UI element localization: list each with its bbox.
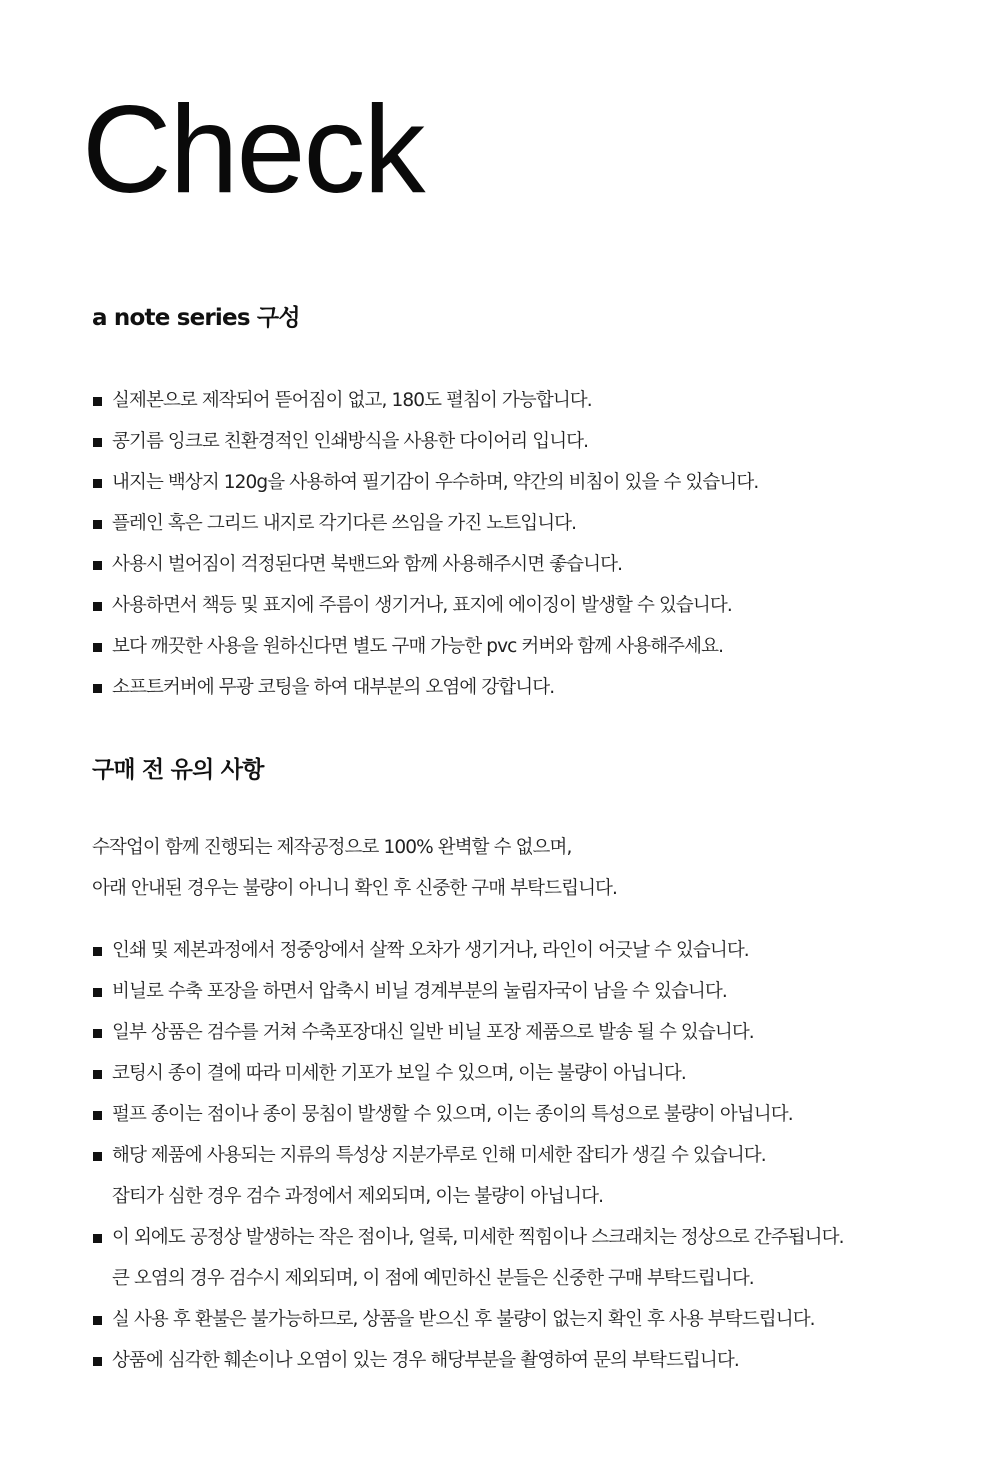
precaution-item-continuation: 큰 오염의 경우 검수시 제외되며, 이 점에 예민하신 분들은 신중한 구매 부탁드립니다. [112,1268,754,1289]
composition-section [92,303,952,708]
precautions-heading: 구매 전 유의 사항 [92,757,264,783]
composition-item [92,626,952,667]
precaution-item [92,1053,952,1094]
composition-item [92,380,952,421]
precaution-item [92,1094,952,1135]
bullet-square-icon [93,561,102,570]
composition-item [92,585,952,626]
bullet-square-icon [93,1111,102,1120]
precaution-item-text: 이 외에도 공정상 발생하는 작은 점이나, 얼룩, 미세한 찍힘이나 스크래치는 정상으로 간주됩니다. [112,1227,844,1248]
bullet-square-icon [93,1316,102,1325]
precautions-intro-line: 아래 안내된 경우는 불량이 아니니 확인 후 신중한 구매 부탁드립니다. [92,878,617,899]
precaution-item [92,1340,952,1381]
precaution-item [92,1012,952,1053]
bullet-square-icon [93,947,102,956]
bullet-square-icon [93,988,102,997]
composition-item-text: 사용하면서 책등 및 표지에 주름이 생기거나, 표지에 에이징이 발생할 수 있습니다. [112,595,732,616]
precaution-item-text: 코팅시 종이 결에 따라 미세한 기포가 보일 수 있으며, 이는 불량이 아닙니다. [112,1063,686,1084]
hero-title: Check [82,81,424,219]
bullet-square-icon [93,1357,102,1366]
precaution-item [92,930,952,971]
precautions-intro [92,827,952,909]
composition-item-text: 플레인 혹은 그리드 내지로 각기다른 쓰임을 가진 노트입니다. [112,513,577,534]
composition-heading: a note series 구성 [92,305,300,331]
bullet-square-icon [93,1234,102,1243]
bullet-square-icon [93,1029,102,1038]
composition-list [92,380,952,708]
bullet-square-icon [93,438,102,447]
precaution-item-text: 인쇄 및 제본과정에서 정중앙에서 살짝 오차가 생기거나, 라인이 어긋날 수 있습니다. [112,940,749,961]
bullet-square-icon [93,684,102,693]
composition-item-text: 내지는 백상지 120g을 사용하여 필기감이 우수하며, 약간의 비침이 있을 수 있습니다. [112,472,759,493]
bullet-square-icon [93,643,102,652]
precaution-item-text: 실 사용 후 환불은 불가능하므로, 상품을 받으신 후 불량이 없는지 확인 후 사용 부탁드립니다. [112,1309,815,1330]
composition-item [92,503,952,544]
precaution-item-text: 비닐로 수축 포장을 하면서 압축시 비닐 경계부분의 눌림자국이 남을 수 있습니다. [112,981,727,1002]
composition-item-text: 사용시 벌어짐이 걱정된다면 북밴드와 함께 사용해주시면 좋습니다. [112,554,623,575]
precaution-item-text: 일부 상품은 검수를 거쳐 수축포장대신 일반 비닐 포장 제품으로 발송 될 수 있습니다. [112,1022,754,1043]
precaution-item-text: 펄프 종이는 점이나 종이 뭉침이 발생할 수 있으며, 이는 종이의 특성으로 불량이 아닙니다. [112,1104,793,1125]
precaution-item [92,1135,952,1217]
precautions-section [92,755,952,1381]
precaution-item-continuation: 잡티가 심한 경우 검수 과정에서 제외되며, 이는 불량이 아닙니다. [112,1186,604,1207]
bullet-square-icon [93,1152,102,1161]
composition-item-text: 실제본으로 제작되어 뜯어짐이 없고, 180도 펼침이 가능합니다. [112,390,592,411]
precautions-intro-line: 수작업이 함께 진행되는 제작공정으로 100% 완벽할 수 없으며, [92,837,572,858]
composition-item [92,544,952,585]
precaution-item-text: 상품에 심각한 훼손이나 오염이 있는 경우 해당부분을 촬영하여 문의 부탁드립니다. [112,1350,739,1371]
precaution-item [92,1299,952,1340]
composition-item [92,667,952,708]
composition-item-text: 콩기름 잉크로 친환경적인 인쇄방식을 사용한 다이어리 입니다. [112,431,589,452]
composition-item-text: 소프트커버에 무광 코팅을 하여 대부분의 오염에 강합니다. [112,677,555,698]
bullet-square-icon [93,520,102,529]
bullet-square-icon [93,1070,102,1079]
bullet-square-icon [93,479,102,488]
precaution-item-text: 해당 제품에 사용되는 지류의 특성상 지분가루로 인해 미세한 잡티가 생길 수 있습니다. [112,1145,766,1166]
precaution-item [92,971,952,1012]
bullet-square-icon [93,397,102,406]
precaution-item [92,1217,952,1299]
precautions-list [92,930,952,1381]
bullet-square-icon [93,602,102,611]
composition-item-text: 보다 깨끗한 사용을 원하신다면 별도 구매 가능한 pvc 커버와 함께 사용해주세요. [112,636,724,657]
composition-item [92,462,952,503]
composition-item [92,421,952,462]
